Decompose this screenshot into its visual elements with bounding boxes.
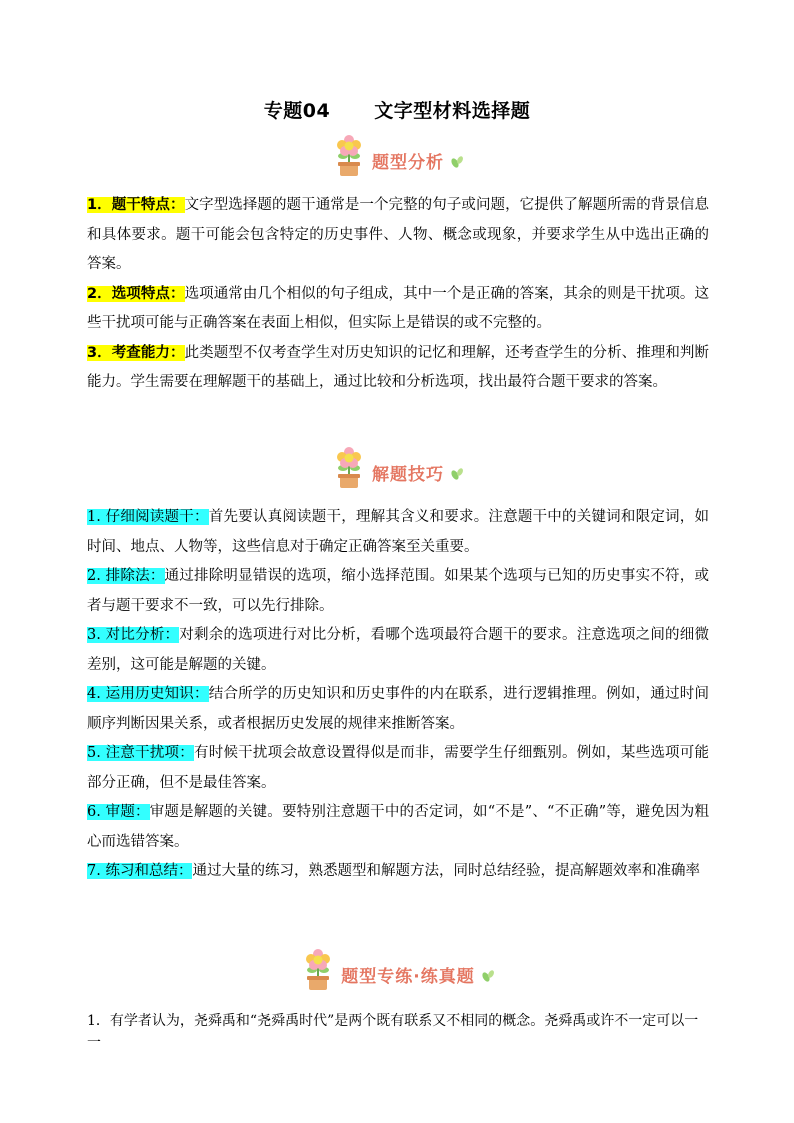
analysis-item: [87, 191, 709, 280]
section-heading-practice: [0, 948, 794, 992]
skill-item-label: 2. 排除法：: [87, 568, 165, 584]
skill-item-text: 有时候干扰项会故意设置得似是而非，需要学生仔细甄别。例如，某些选项可能部分正确，但不是最佳答案。: [87, 745, 709, 791]
skill-item-text: 审题是解题的关键。要特别注意题干中的否定词，如“不是”、“不正确”等，避免因为粗心而选错答案。: [87, 804, 709, 850]
analysis-item-label: 1．题干特点：: [87, 197, 185, 213]
skill-item-text: 通过大量的练习，熟悉题型和解题方法，同时总结经验，提高解题效率和准确率: [192, 863, 700, 879]
leaf-icon: [450, 466, 464, 480]
flower-pot-icon: [299, 948, 337, 992]
skill-item-label: 7. 练习和总结：: [87, 863, 193, 879]
analysis-item-label: 2．选项特点：: [87, 285, 185, 302]
leaf-icon: [481, 968, 495, 982]
title-main: 文字型材料选择题: [374, 100, 531, 122]
skill-item-text: 通过排除明显错误的选项，缩小选择范围。如果某个选项与已知的历史事实不符，或者与题干要求不一致，可以先行排除。: [87, 568, 709, 614]
question-block: [87, 1010, 709, 1054]
skill-item-text: 首先要认真阅读题干，理解其含义和要求。注意题干中的关键词和限定词，如时间、地点、人物等，这些信息对于确定正确答案至关重要。: [87, 509, 709, 555]
analysis-item-text: 此类题型不仅考查学生对历史知识的记忆和理解，还考查学生的分析、推理和判断能力。学生需要在理解题干的基础上，通过比较和分析选项，找出最符合题干要求的答案。: [87, 344, 709, 390]
analysis-item: [87, 280, 709, 339]
section-title-practice: 题型专练·练真题: [341, 966, 475, 987]
question-1-text: 1．有学者认为，尧舜禹和“尧舜禹时代”是两个既有联系又不相同的概念。尧舜禹或许不一定可以一一: [87, 1013, 699, 1051]
skill-item-label: 3. 对比分析：: [87, 627, 180, 643]
skill-item-label: 1. 仔细阅读题干：: [87, 509, 209, 525]
leaf-icon: [450, 154, 464, 168]
analysis-item: [87, 339, 709, 398]
skill-item: [87, 739, 709, 798]
skill-item: [87, 562, 709, 621]
flower-pot-icon: [330, 446, 368, 490]
skill-item: [87, 798, 709, 857]
section-title-skills: 解题技巧: [372, 464, 444, 485]
skill-item-label: 6. 审题：: [87, 804, 150, 820]
section-title-analysis: 题型分析: [372, 152, 444, 173]
flower-pot-icon: [330, 134, 368, 178]
skill-item-label: 5. 注意干扰项：: [87, 745, 194, 761]
skill-item: [87, 621, 709, 680]
analysis-item-label: 3．考查能力：: [87, 344, 185, 361]
skill-item-label: 4. 运用历史知识：: [87, 686, 209, 702]
skill-item: [87, 857, 709, 887]
page-title: [0, 96, 794, 123]
analysis-list: [87, 191, 709, 398]
skill-item: [87, 503, 709, 562]
skill-item-text: 对剩余的选项进行对比分析，看哪个选项最符合题干的要求。注意选项之间的细微差别，这可能是解题的关键。: [87, 627, 710, 673]
section-heading-skills: [0, 446, 794, 490]
skill-item: [87, 680, 709, 739]
section-heading-analysis: [0, 134, 794, 178]
analysis-item-text: 选项通常由几个相似的句子组成，其中一个是正确的答案，其余的则是干扰项。这些干扰项可能与正确答案在表面上相似，但实际上是错误的或不完整的。: [87, 285, 709, 331]
skills-list: [87, 503, 709, 887]
title-prefix: 专题04: [263, 100, 331, 122]
skill-item-text: 结合所学的历史知识和历史事件的内在联系，进行逻辑推理。例如，通过时间顺序判断因果关系，或者根据历史发展的规律来推断答案。: [87, 686, 709, 732]
analysis-item-text: 文字型选择题的题干通常是一个完整的句子或问题，它提供了解题所需的背景信息和具体要求。题干可能会包含特定的历史事件、人物、概念或现象，并要求学生从中选出正确的答案。: [87, 197, 709, 272]
